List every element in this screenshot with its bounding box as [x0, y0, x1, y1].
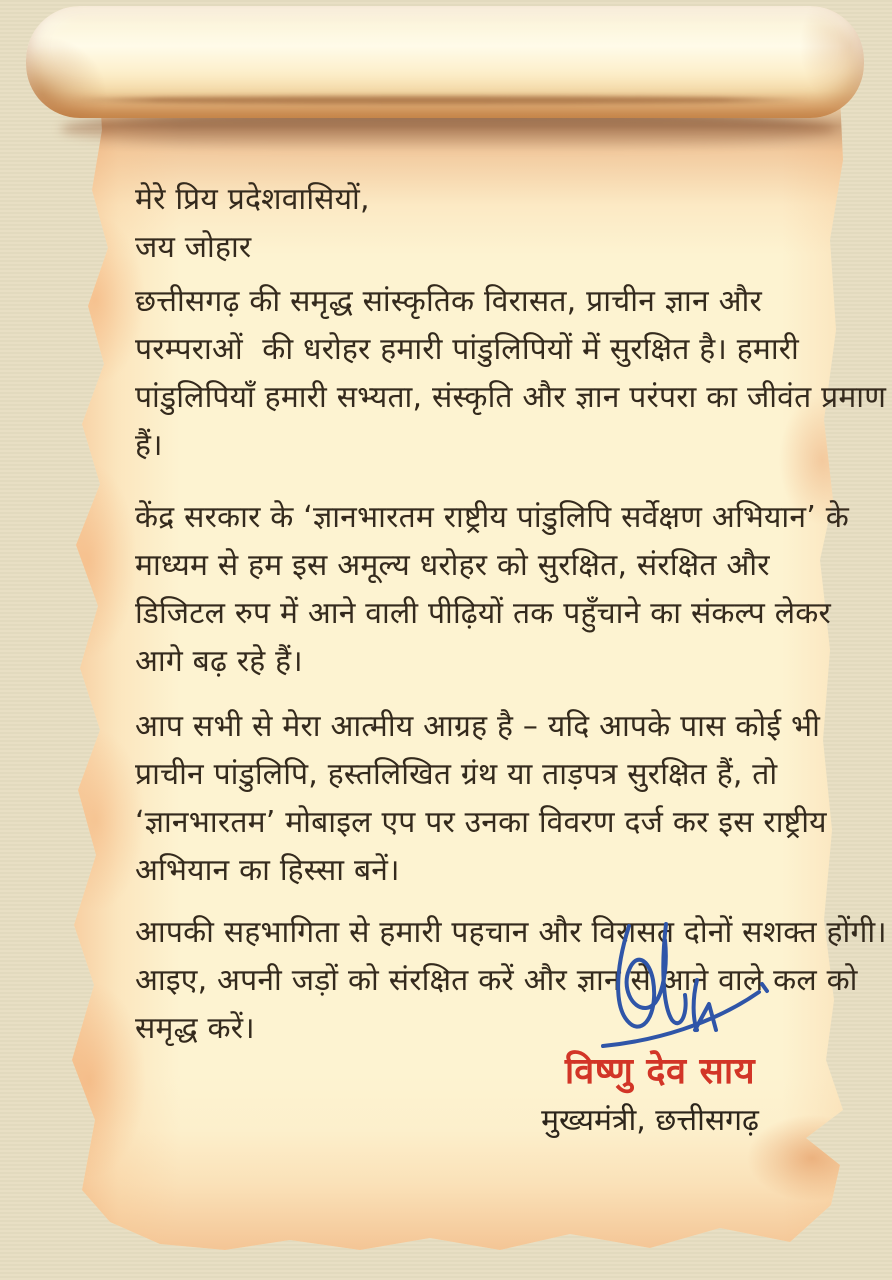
letter-line: समृद्ध करें।: [135, 1011, 255, 1046]
letter-line: आइए, अपनी जड़ों को संरक्षित करें और ज्ञान से आने वाले कल को: [135, 963, 858, 998]
letter-line: आप सभी से मेरा आत्मीय आग्रह है – यदि आपके पास कोई भी: [135, 709, 821, 744]
letter-line: हैं।: [135, 428, 163, 463]
paragraph-appeal: [135, 703, 847, 895]
letter-opening: [135, 176, 847, 272]
letter-line: माध्यम से हम इस अमूल्य धरोहर को सुरक्षित, संरक्षित और: [135, 548, 770, 583]
letter-line: आपकी सहभागिता से हमारी पहचान और विरासत दोनों सशक्त होंगी।: [135, 915, 887, 950]
letter-line: आगे बढ़ रहे हैं।: [135, 644, 303, 679]
letter-line: छत्तीसगढ़ की समृद्ध सांस्कृतिक विरासत, प्राचीन ज्ञान और: [135, 284, 762, 319]
greeting-line: जय जोहार: [135, 230, 252, 265]
signatory-name: विष्णु देव साय: [564, 1051, 756, 1092]
letter-line: परम्पराओं की धरोहर हमारी पांडुलिपियों में सुरक्षित है। हमारी: [135, 332, 800, 367]
letter-line: पांडुलिपियाँ हमारी सभ्यता, संस्कृति और ज्ञान परंपरा का जीवंत प्रमाण: [135, 380, 887, 415]
letter-line: अभियान का हिस्सा बनें।: [135, 853, 400, 888]
letter-line: ‘ज्ञानभारतम’ मोबाइल एप पर उनका विवरण दर्ज कर इस राष्ट्रीय: [135, 805, 827, 840]
signatory-title: मुख्यमंत्री, छत्तीसगढ़: [541, 1103, 759, 1138]
letter-line: प्राचीन पांडुलिपि, हस्तलिखित ग्रंथ या ताड़पत्र सुरक्षित हैं, तो: [135, 757, 778, 792]
paragraph-campaign: [135, 494, 847, 686]
letter-line: डिजिटल रुप में आने वाली पीढ़ियों तक पहुँचाने का संकल्प लेकर: [135, 596, 831, 631]
letter-line: केंद्र सरकार के ‘ज्ञानभारतम राष्ट्रीय पांडुलिपि सर्वेक्षण अभियान’ के: [135, 500, 849, 535]
paragraph-heritage: [135, 278, 887, 470]
salutation-line: मेरे प्रिय प्रदेशवासियों,: [135, 182, 370, 217]
